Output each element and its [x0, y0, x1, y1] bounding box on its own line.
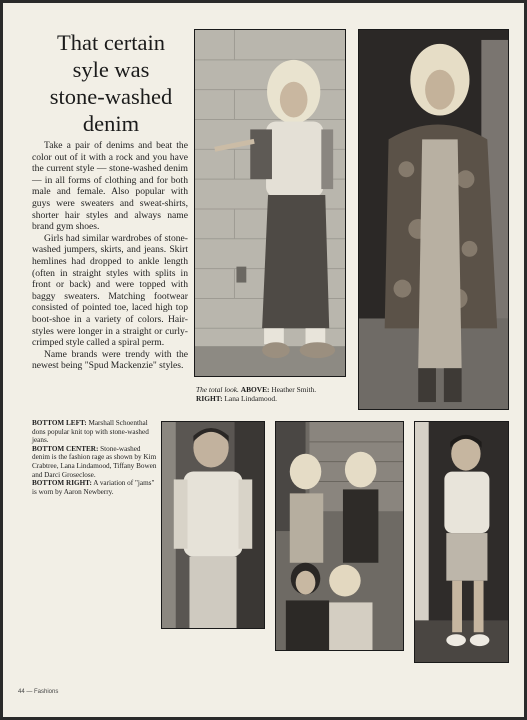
page-title: [27, 29, 195, 137]
caption-text: Marshall Schoenthal dons popular knit top with stone-washed jeans.: [32, 419, 149, 445]
caption-bottom-right: [32, 479, 158, 496]
captions-bottom: [32, 419, 158, 496]
caption-bottom-left: [32, 419, 158, 445]
photo-heather-smith: [194, 29, 346, 377]
caption-bottom-center: [32, 445, 158, 479]
caption-label: BOTTOM RIGHT:: [32, 479, 92, 488]
caption-label: BOTTOM LEFT:: [32, 419, 87, 427]
photo-aaron-newberry: [414, 421, 509, 663]
yearbook-page: [3, 3, 524, 717]
article-body: [32, 140, 188, 372]
caption-text: Stone-washed denim is the fashion rage as shown by Kim Crabtree, Lana Lindamood, Tiffany Bowen and Darci Groseclose.: [32, 444, 157, 479]
paragraph: Name brands were trendy with the newest being "Spud Mackenzie" styles.: [32, 348, 188, 372]
photo-marshall-schoenthal: [161, 421, 265, 629]
photo-group-stone-washed: [275, 421, 404, 651]
caption-label: ABOVE:: [240, 385, 270, 394]
title-line: denim: [82, 111, 140, 136]
caption-text: Heather Smith.: [271, 385, 317, 394]
title-line: syle was: [72, 57, 150, 82]
caption-lead: The total look.: [196, 385, 239, 394]
caption-label: BOTTOM CENTER:: [32, 444, 99, 453]
caption-top: [196, 385, 356, 403]
photo-lana-lindamood: [358, 29, 509, 410]
page-number: 44 — Fashions: [18, 689, 59, 695]
title-line: stone-washed: [49, 84, 173, 109]
paragraph: Take a pair of denims and beat the color out of it with a rock and you have the current style — stone-washed denim — in all forms of clothing and for both male and female. Also popular with guys were sweaters and sweat-shirts, shorter hair styles and always name brand gym shoes.: [32, 140, 188, 233]
paragraph: Girls had similar wardrobes of stone-washed jumpers, skirts, and jeans. Skirt hemlines had dropped to ankle length (often in straight styles with splits in front or back) and were topped with baggy sweaters. Matching footwear consisted of pointed toe, laced high top boot-shoe in a variety of colors. Hair-styles were longer in a straight or curly-crimped style called a spiral perm.: [32, 232, 188, 349]
caption-text: A variation of "jams" is worn by Aaron Newberry.: [32, 479, 155, 496]
caption-label: RIGHT:: [196, 394, 223, 404]
caption-text: Lana Lindamood.: [224, 394, 277, 404]
title-line: That certain: [56, 30, 166, 55]
